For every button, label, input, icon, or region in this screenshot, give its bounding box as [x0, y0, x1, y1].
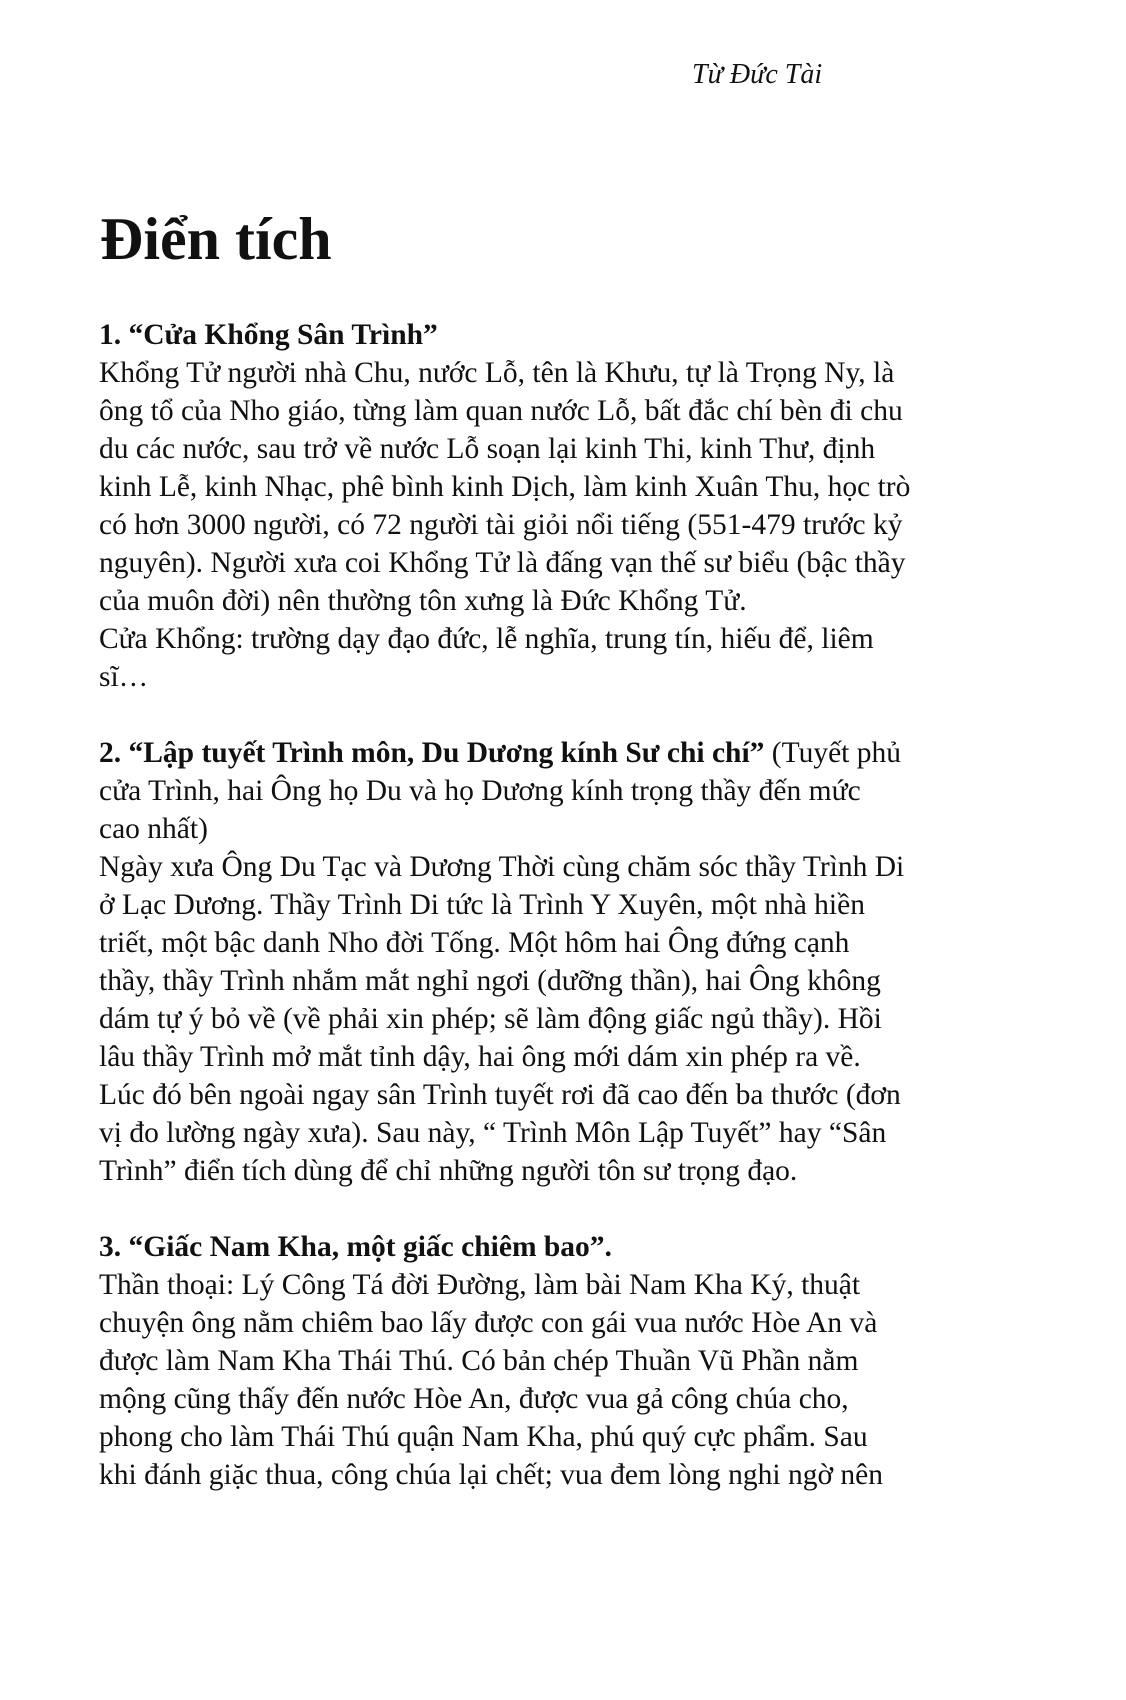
- body-line: của muôn đời) nên thường tôn xưng là Đức Khổng Tử.: [99, 585, 747, 617]
- section-heading-line: [99, 1228, 1019, 1266]
- body-line: phong cho làm Thái Thú quận Nam Kha, phú quý cực phẩm. Sau: [99, 1421, 868, 1453]
- section-3: [99, 1228, 1019, 1494]
- body-line: Thần thoại: Lý Công Tá đời Đường, làm bài Nam Kha Ký, thuật: [99, 1269, 861, 1301]
- body-line: thầy, thầy Trình nhắm mắt nghỉ ngơi (dưỡng thần), hai Ông không: [99, 965, 881, 997]
- body-line: lâu thầy Trình mở mắt tỉnh dậy, hai ông mới dám xin phép ra về.: [99, 1041, 861, 1073]
- section-heading: 3. “Giấc Nam Kha, một giấc chiêm bao”.: [99, 1231, 612, 1263]
- body-line: du các nước, sau trở về nước Lỗ soạn lại kinh Thi, kinh Thư, định: [99, 433, 876, 465]
- body-line: ở Lạc Dương. Thầy Trình Di tức là Trình Y Xuyên, một nhà hiền: [99, 889, 865, 921]
- body-line: Ngày xưa Ông Du Tạc và Dương Thời cùng chăm sóc thầy Trình Di: [99, 851, 905, 883]
- section-1: [99, 316, 1019, 696]
- body-line: dám tự ý bỏ về (về phải xin phép; sẽ làm động giấc ngủ thầy). Hồi: [99, 1003, 882, 1035]
- section-heading-suffix: (Tuyết phủ: [764, 737, 902, 769]
- body-line: Lúc đó bên ngoài ngay sân Trình tuyết rơi đã cao đến ba thước (đơn: [99, 1079, 901, 1111]
- section-heading-line: [99, 734, 1019, 772]
- body-line: Trình” điển tích dùng để chỉ những người tôn sư trọng đạo.: [99, 1155, 798, 1187]
- paragraph-gap: [99, 696, 1019, 734]
- heading-continuation-line: cửa Trình, hai Ông họ Du và họ Dương kính trọng thầy đến mức: [99, 775, 861, 807]
- section-heading: 1. “Cửa Khổng Sân Trình”: [99, 319, 438, 351]
- body-line: được làm Nam Kha Thái Thú. Có bản chép Thuần Vũ Phần nằm: [99, 1345, 859, 1377]
- document-body: [99, 316, 1019, 1494]
- body-line: kinh Lễ, kinh Nhạc, phê bình kinh Dịch, làm kinh Xuân Thu, học trò: [99, 471, 911, 503]
- body-line: ông tổ của Nho giáo, từng làm quan nước Lỗ, bất đắc chí bèn đi chu: [99, 395, 903, 427]
- body-line: triết, một bậc danh Nho đời Tống. Một hôm hai Ông đứng cạnh: [99, 927, 850, 959]
- body-line: sĩ…: [99, 661, 149, 693]
- body-line: nguyên). Người xưa coi Khổng Tử là đấng vạn thế sư biểu (bậc thầy: [99, 547, 906, 579]
- page-title: Điển tích: [100, 206, 332, 272]
- body-line: khi đánh giặc thua, công chúa lại chết; vua đem lòng nghi ngờ nên: [99, 1459, 884, 1491]
- body-line: mộng cũng thấy đến nước Hòe An, được vua gả công chúa cho,: [99, 1383, 849, 1415]
- author-header: Từ Đức Tài: [692, 59, 823, 90]
- body-line: Khổng Tử người nhà Chu, nước Lỗ, tên là Khưu, tự là Trọng Ny, là: [99, 357, 895, 389]
- section-heading-line: [99, 316, 1019, 354]
- body-line: Cửa Khổng: trường dạy đạo đức, lễ nghĩa, trung tín, hiếu để, liêm: [99, 623, 874, 655]
- heading-continuation-line: cao nhất): [99, 813, 208, 845]
- paragraph-gap: [99, 1190, 1019, 1228]
- body-line: chuyện ông nằm chiêm bao lấy được con gái vua nước Hòe An và: [99, 1307, 878, 1339]
- body-line: có hơn 3000 người, có 72 người tài giỏi nổi tiếng (551-479 trước kỷ: [99, 509, 903, 541]
- body-line: vị đo lường ngày xưa). Sau này, “ Trình Môn Lập Tuyết” hay “Sân: [99, 1117, 887, 1149]
- section-heading: 2. “Lập tuyết Trình môn, Du Dương kính Sư chi chí”: [99, 737, 765, 769]
- section-2: [99, 734, 1019, 1190]
